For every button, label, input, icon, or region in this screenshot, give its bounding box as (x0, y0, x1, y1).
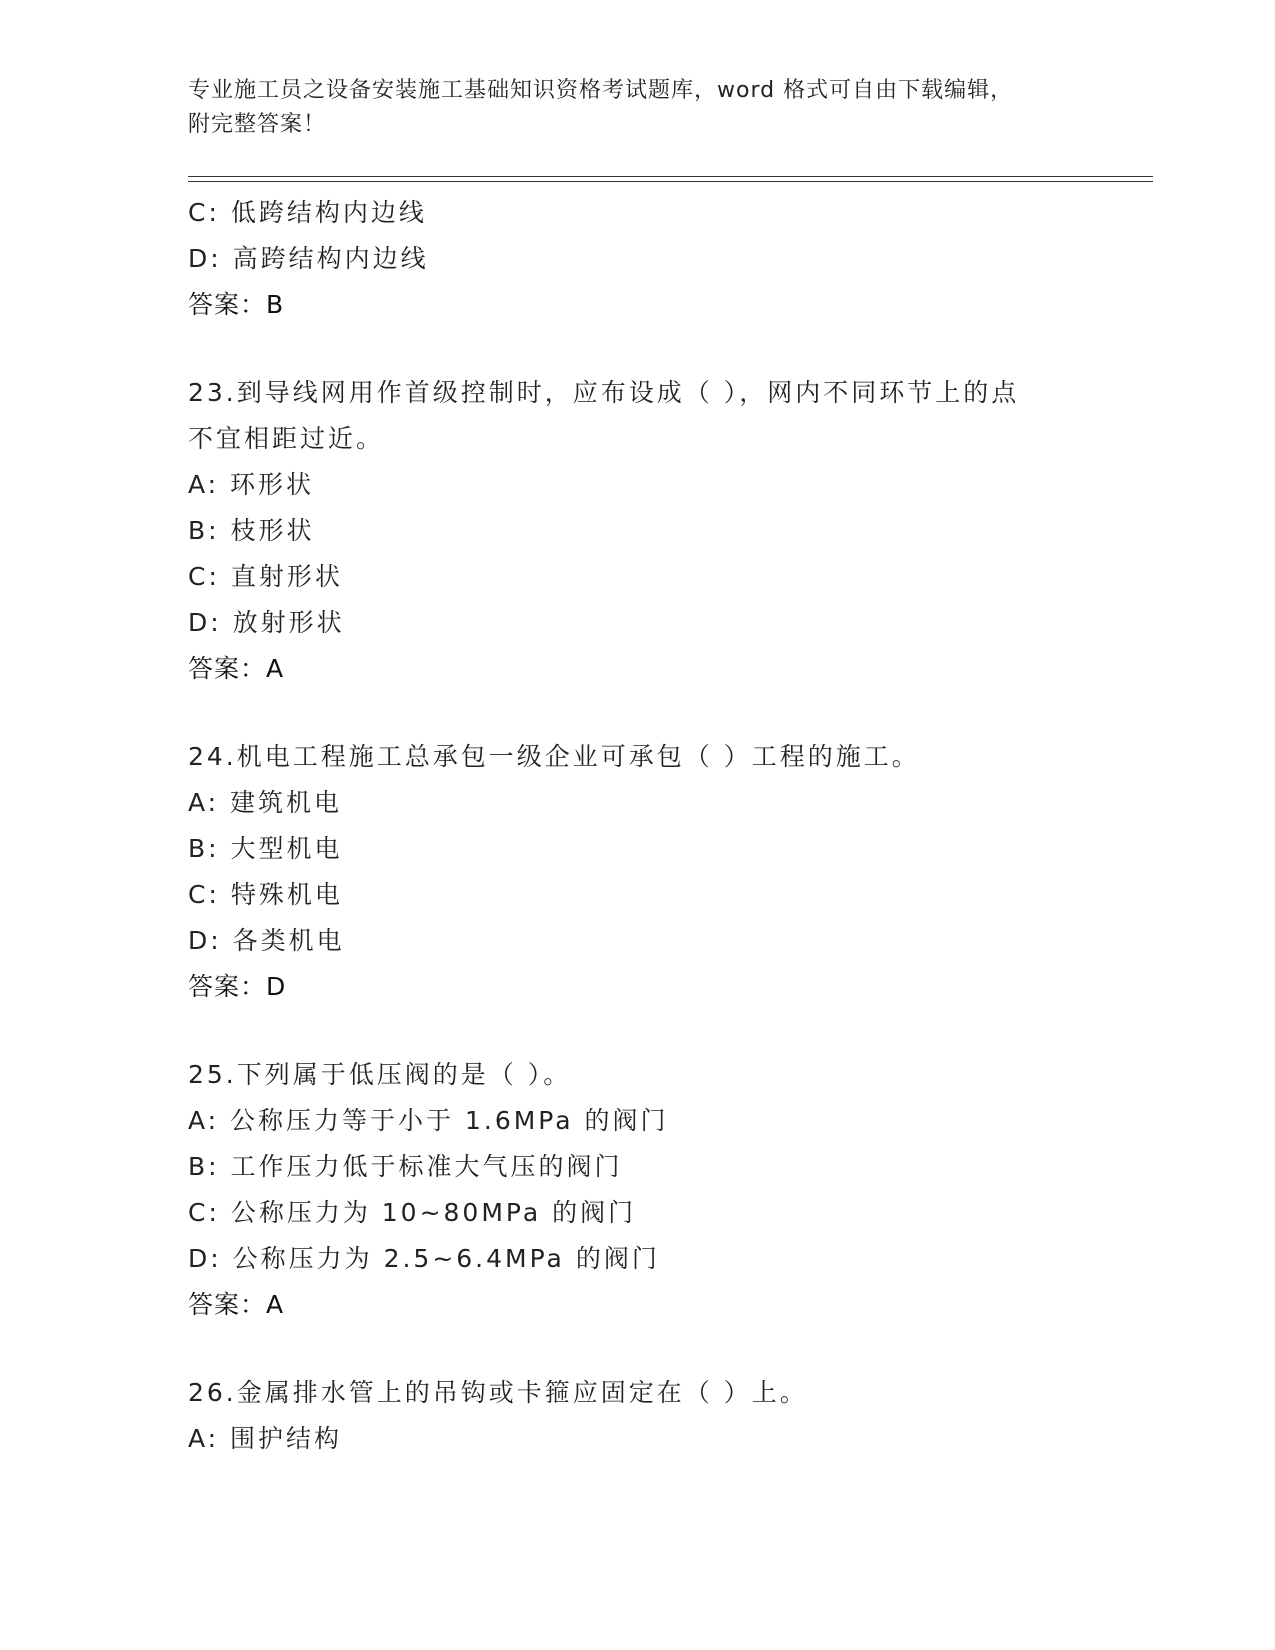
spacer (188, 692, 1148, 734)
header-line-1: 专业施工员之设备安装施工基础知识资格考试题库，word 格式可自由下载编辑， (188, 78, 1014, 103)
question-stem (188, 1052, 1068, 1098)
option-a: A: 建筑机电 (188, 788, 343, 817)
question-26 (188, 1370, 1148, 1462)
option-d: D: 放射形状 (188, 608, 345, 637)
question-stem (188, 734, 1068, 780)
question-25 (188, 1052, 1148, 1328)
option-b: B: 工作压力低于标准大气压的阀门 (188, 1152, 623, 1181)
option-d: D: 各类机电 (188, 926, 345, 955)
option-c: C: 公称压力为 10~80MPa 的阀门 (188, 1198, 637, 1227)
option-d: D: 公称压力为 2.5~6.4MPa 的阀门 (188, 1244, 660, 1273)
option-b: B: 大型机电 (188, 834, 343, 863)
option-b: B: 枝形状 (188, 516, 315, 545)
option-a: A: 环形状 (188, 470, 315, 499)
option-c: C: 低跨结构内边线 (188, 198, 427, 227)
answer-line: 答案：B (188, 290, 285, 319)
option-a: A: 公称压力等于小于 1.6MPa 的阀门 (188, 1106, 669, 1135)
spacer (188, 1328, 1148, 1370)
question-stem-line-1: 26.金属排水管上的吊钩或卡箍应固定在（ ）上。 (188, 1378, 808, 1407)
answer-line: 答案：D (188, 972, 287, 1001)
header-line-2: 附完整答案！ (188, 112, 327, 137)
option-c: C: 特殊机电 (188, 880, 343, 909)
question-stem-line-2: 不宜相距过近。 (188, 424, 385, 453)
document-header (188, 74, 1068, 142)
question-22-continuation (188, 190, 1148, 328)
answer-line: 答案：A (188, 654, 285, 683)
spacer (188, 1010, 1148, 1052)
question-stem-line-1: 25.下列属于低压阀的是（ ）。 (188, 1060, 572, 1089)
question-23 (188, 370, 1148, 692)
header-divider-bottom (188, 181, 1153, 182)
question-list (188, 190, 1148, 1462)
question-stem-line-1: 24.机电工程施工总承包一级企业可承包（ ）工程的施工。 (188, 742, 920, 771)
question-stem-line-1: 23.到导线网用作首级控制时，应布设成（ ），网内不同环节上的点 (188, 378, 1020, 407)
option-a: A: 围护结构 (188, 1424, 343, 1453)
question-stem (188, 370, 1068, 462)
answer-line: 答案：A (188, 1290, 285, 1319)
header-divider-top (188, 176, 1153, 177)
option-d: D: 高跨结构内边线 (188, 244, 429, 273)
spacer (188, 328, 1148, 370)
question-stem (188, 1370, 1068, 1416)
question-24 (188, 734, 1148, 1010)
option-c: C: 直射形状 (188, 562, 343, 591)
